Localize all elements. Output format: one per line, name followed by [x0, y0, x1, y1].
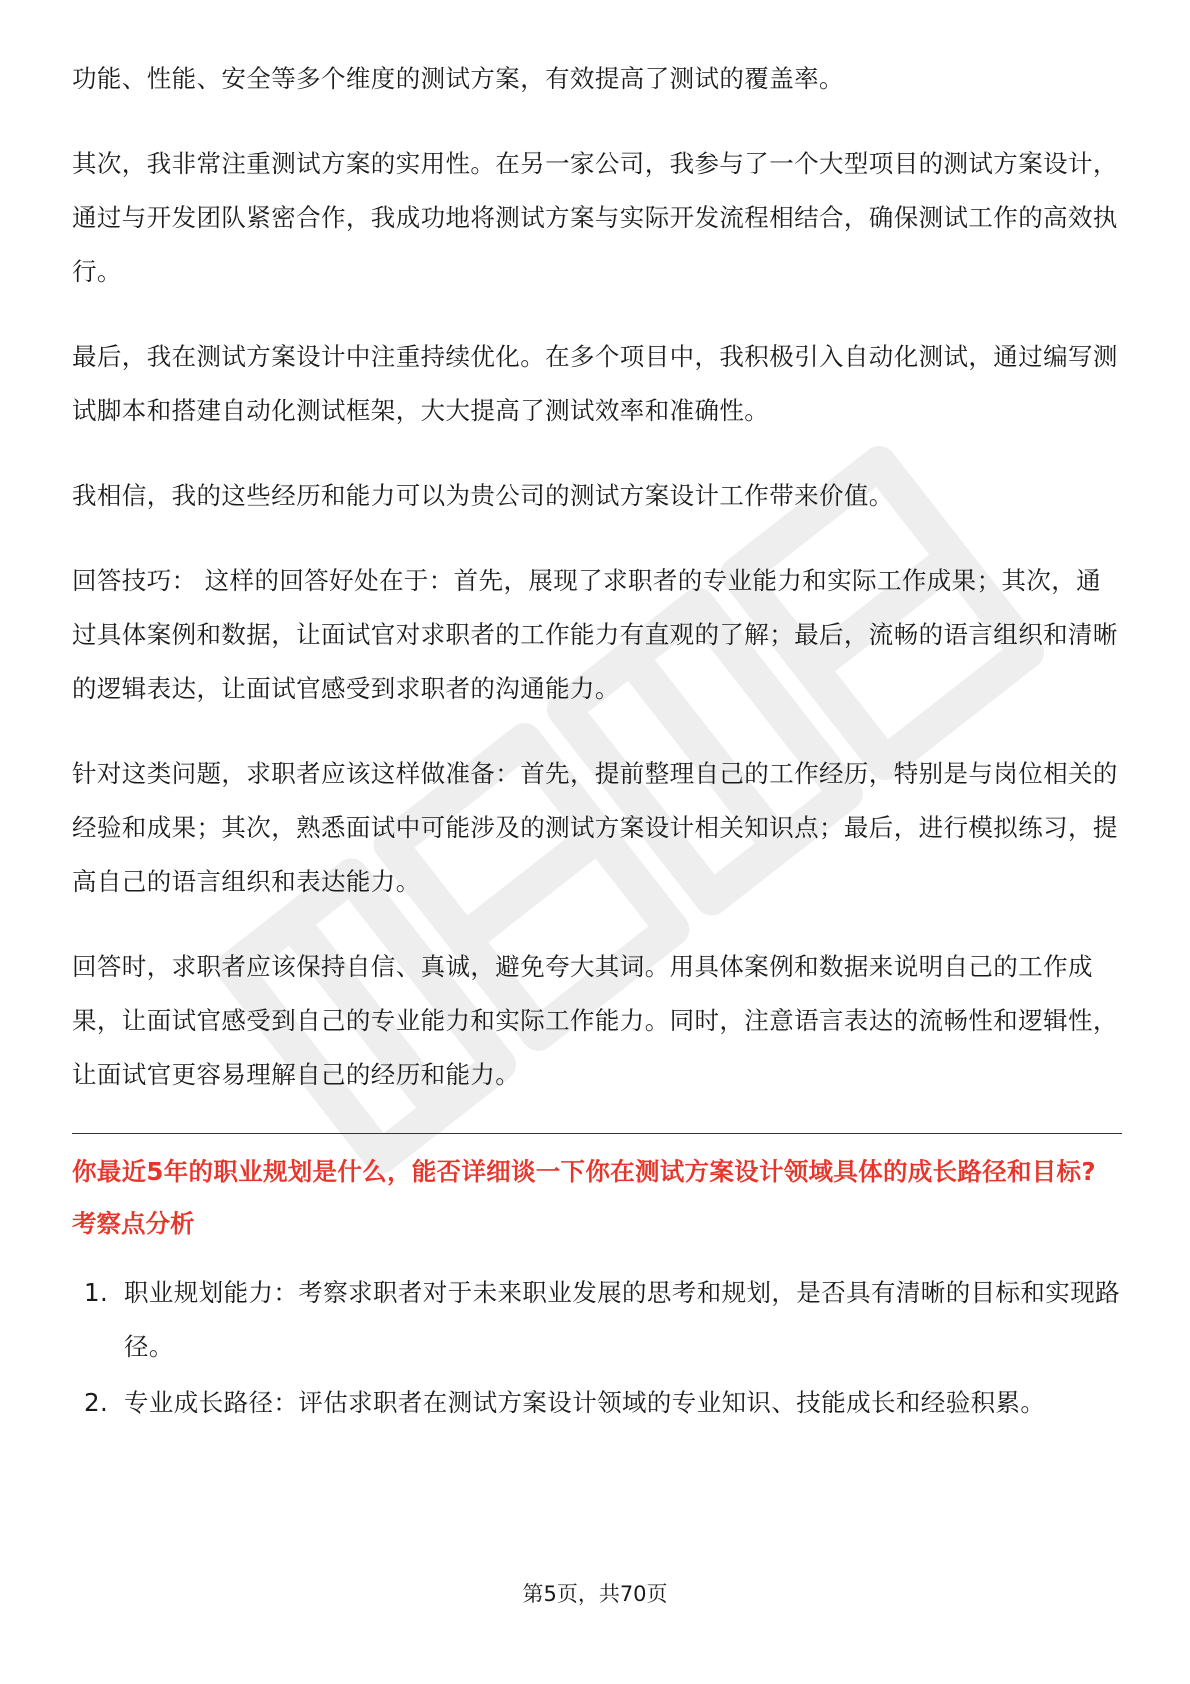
paragraph: 我相信，我的这些经历和能力可以为贵公司的测试方案设计工作带来价值。 [72, 481, 894, 510]
paragraph: 针对这类问题，求职者应该这样做准备：首先，提前整理自己的工作经历，特别是与岗位相关的经验和成果；其次，熟悉面试中可能涉及的测试方案设计相关知识点；最后，进行模拟练习，提高自己的语言组织和表达能力。 [72, 759, 1118, 896]
list-item [72, 1266, 1122, 1374]
paragraph: 回答时，求职者应该保持自信、真诚，避免夸大其词。用具体案例和数据来说明自己的工作成果，让面试官感受到自己的专业能力和实际工作能力。同时，注意语言表达的流畅性和逻辑性，让面试官更容易理解自己的经历和能力。 [72, 952, 1118, 1089]
paragraph: 其次，我非常注重测试方案的实用性。在另一家公司，我参与了一个大型项目的测试方案设计，通过与开发团队紧密合作，我成功地将测试方案与实际开发流程相结合，确保测试工作的高效执行。 [72, 149, 1118, 286]
analysis-list [72, 1266, 1122, 1430]
analysis-heading: 考察点分析 [72, 1209, 195, 1238]
list-item-text: 专业成长路径：评估求职者在测试方案设计领域的专业知识、技能成长和经验积累。 [124, 1388, 1046, 1417]
list-item [72, 1376, 1122, 1430]
paragraph: 最后，我在测试方案设计中注重持续优化。在多个项目中，我积极引入自动化测试，通过编写测试脚本和搭建自动化测试框架，大大提高了测试效率和准确性。 [72, 342, 1118, 425]
section-divider [72, 1133, 1122, 1134]
list-number: 2. [84, 1388, 109, 1417]
page-content [72, 52, 1122, 1432]
list-item-text: 职业规划能力：考察求职者对于未来职业发展的思考和规划，是否具有清晰的目标和实现路径。 [124, 1278, 1120, 1361]
page-footer: 第5页，共70页 [522, 1582, 668, 1606]
answer-tips-paragraph: 回答技巧： 这样的回答好处在于：首先，展现了求职者的专业能力和实际工作成果；其次，通过具体案例和数据，让面试官对求职者的工作能力有直观的了解；最后，流畅的语言组织和清晰的逻辑表达，让面试官感受到求职者的沟通能力。 [72, 566, 1118, 703]
list-number: 1. [84, 1278, 109, 1307]
interview-question: 你最近5年的职业规划是什么，能否详细谈一下你在测试方案设计领域具体的成长路径和目标? [72, 1157, 1096, 1186]
paragraph: 功能、性能、安全等多个维度的测试方案，有效提高了测试的覆盖率。 [72, 64, 844, 93]
